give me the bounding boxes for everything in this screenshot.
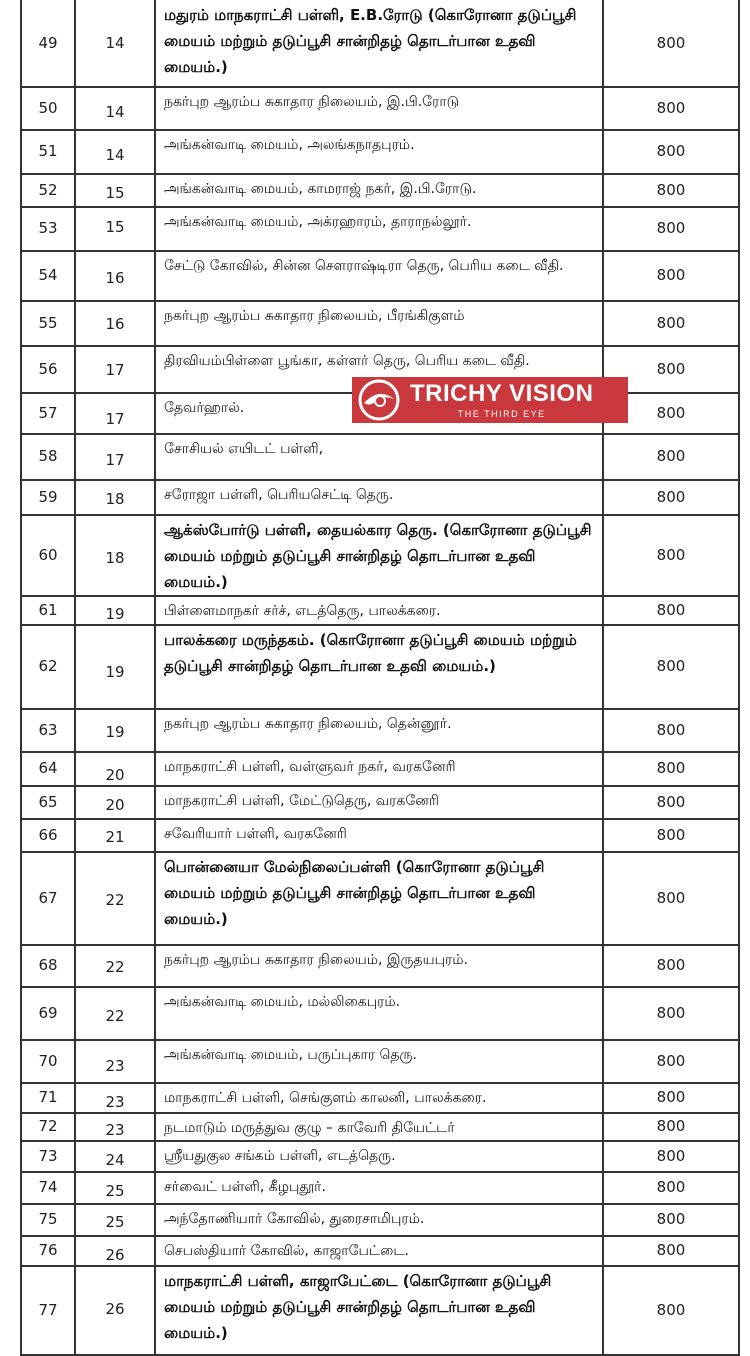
table-row [0, 945, 750, 987]
ward-number: 19 [105, 663, 125, 681]
ward-number: 22 [105, 1007, 125, 1025]
serial-number: 58 [38, 447, 58, 465]
serial-number-cell [20, 625, 76, 709]
serial-number: 77 [38, 1300, 58, 1319]
center-name: நகர்புற ஆரம்ப சுகாதார நிலையம், இ.பி.ரோடு [164, 94, 460, 110]
serial-number-cell [20, 130, 76, 174]
ward-number-cell [76, 1172, 156, 1204]
amount: 800 [656, 33, 686, 52]
amount-cell [604, 1172, 740, 1204]
table-row [0, 515, 750, 596]
amount-cell [604, 1204, 740, 1236]
table-row [0, 625, 750, 709]
amount-cell [604, 1141, 740, 1172]
table-row [0, 87, 750, 130]
amount-cell [604, 625, 740, 709]
ward-number: 24 [105, 1151, 125, 1169]
ward-number-cell [76, 207, 156, 251]
ward-number: 22 [105, 958, 125, 976]
amount: 800 [656, 1117, 686, 1135]
amount-cell [604, 786, 740, 819]
ward-number-cell [76, 709, 156, 752]
ward-number-cell [76, 1236, 156, 1266]
center-name-cell [156, 434, 604, 480]
center-name-cell [156, 1113, 604, 1141]
serial-number-cell [20, 852, 76, 945]
serial-number: 50 [38, 98, 58, 117]
serial-number: 71 [38, 1088, 58, 1106]
ward-number-cell [76, 174, 156, 207]
ward-number-cell [76, 945, 156, 987]
center-name: பிள்ளைமாநகர் சர்ச், எடத்தெரு, பாலக்கரை. [164, 603, 441, 619]
amount: 800 [656, 1210, 686, 1228]
center-name-cell [156, 174, 604, 207]
table-row [0, 1204, 750, 1236]
table-row [0, 0, 750, 87]
amount: 800 [656, 403, 686, 422]
amount: 800 [656, 792, 686, 811]
serial-number-cell [20, 1236, 76, 1266]
serial-number: 51 [38, 142, 58, 160]
serial-number-cell [20, 709, 76, 752]
center-name: அங்கன்வாடி மையம், அலங்கநாதபுரம். [164, 137, 415, 153]
serial-number-cell [20, 393, 76, 434]
serial-number: 66 [38, 825, 58, 844]
center-name: ஆக்ஸ்போர்டு பள்ளி, தையல்கார தெரு. (கொரோனா தடுப்பூசி மையம் மற்றும் தடுப்பூசி சான்றிதழ் தொடர்பான உதவி மையம்.) [164, 521, 592, 591]
amount: 800 [656, 180, 686, 199]
amount-cell [604, 945, 740, 987]
serial-number: 64 [38, 759, 58, 777]
serial-number: 67 [38, 888, 58, 907]
table-row [0, 852, 750, 945]
center-name: திரவியம்பிள்ளை பூங்கா, கள்ளர் தெரு, பெரிய கடை வீதி. [164, 353, 530, 369]
ward-number-cell [76, 301, 156, 346]
center-name: மாநகராட்சி பள்ளி, வள்ளுவர் நகர், வரகனேரி [164, 759, 456, 775]
amount-cell [604, 130, 740, 174]
amount-cell [604, 174, 740, 207]
ward-number-cell [76, 515, 156, 596]
ward-number-cell [76, 1113, 156, 1141]
serial-number: 70 [38, 1051, 58, 1070]
amount: 800 [656, 219, 686, 237]
ward-number: 17 [105, 361, 125, 379]
amount-cell [604, 752, 740, 786]
amount-cell [604, 596, 740, 625]
ward-number-cell [76, 625, 156, 709]
amount: 800 [656, 545, 686, 564]
serial-number-cell [20, 174, 76, 207]
ward-number-cell [76, 987, 156, 1040]
amount-cell [604, 87, 740, 130]
amount: 800 [656, 142, 686, 160]
amount: 800 [656, 266, 686, 284]
center-name: செபஸ்தியார் கோவில், காஜாபேட்டை. [164, 1243, 409, 1259]
center-name-cell [156, 1266, 604, 1355]
serial-number-cell [20, 819, 76, 852]
center-name: சரோஜா பள்ளி, பெரியசெட்டி தெரு. [164, 487, 394, 503]
ward-number-cell [76, 1083, 156, 1113]
ward-number: 18 [105, 490, 125, 508]
center-name-cell [156, 945, 604, 987]
table-row [0, 596, 750, 625]
table-row [0, 251, 750, 301]
serial-number-cell [20, 1141, 76, 1172]
amount: 800 [656, 888, 686, 907]
serial-number: 73 [38, 1146, 58, 1165]
ward-number-cell [76, 434, 156, 480]
center-name-cell [156, 87, 604, 130]
serial-number-cell [20, 301, 76, 346]
amount: 800 [656, 313, 686, 332]
table-row [0, 1040, 750, 1083]
amount-cell [604, 1113, 740, 1141]
ward-number-cell [76, 0, 156, 87]
center-name-cell [156, 987, 604, 1040]
ward-number-cell [76, 786, 156, 819]
ward-number-cell [76, 346, 156, 393]
serial-number-cell [20, 945, 76, 987]
center-name-cell [156, 625, 604, 709]
center-name: சவேரியார் பள்ளி, வரகனேரி [164, 826, 347, 842]
serial-number: 53 [38, 219, 58, 237]
center-name-cell [156, 1040, 604, 1083]
amount-cell [604, 207, 740, 251]
center-name: மாநகராட்சி பள்ளி, காஜாபேட்டை (கொரோனா தடுப்பூசி மையம் மற்றும் தடுப்பூசி சான்றிதழ் தொடர்பான உதவி மையம்.) [164, 1272, 552, 1342]
center-name-cell [156, 0, 604, 87]
center-name: அங்கன்வாடி மையம், காமராஜ் நகர், இ.பி.ரோடு. [164, 181, 477, 197]
amount: 800 [656, 759, 686, 777]
table-row [0, 1083, 750, 1113]
amount-cell [604, 709, 740, 752]
ward-number: 23 [105, 1093, 125, 1111]
center-name: சர்வைட் பள்ளி, கீழபுதூர். [164, 1179, 326, 1195]
center-name: சோசியல் எயிடட் பள்ளி, [164, 441, 324, 457]
ward-number-cell [76, 251, 156, 301]
table-row [0, 1236, 750, 1266]
serial-number: 74 [38, 1178, 58, 1196]
ward-number-cell [76, 1040, 156, 1083]
ward-number: 22 [105, 891, 125, 909]
serial-number: 60 [38, 545, 58, 564]
ward-number-cell [76, 1204, 156, 1236]
serial-number-cell [20, 1113, 76, 1141]
amount-cell [604, 515, 740, 596]
center-name-cell [156, 1172, 604, 1204]
amount-cell [604, 1266, 740, 1355]
amount-cell [604, 251, 740, 301]
table-row [0, 819, 750, 852]
center-name-cell [156, 130, 604, 174]
center-name-cell [156, 1204, 604, 1236]
ward-number: 20 [105, 766, 125, 784]
serial-number: 56 [38, 359, 58, 378]
center-name-cell [156, 251, 604, 301]
center-name: மதுரம் மாநகராட்சி பள்ளி, E.B.ரோடு (கொரோனா தடுப்பூசி மையம் மற்றும் தடுப்பூசி சான்றிதழ் தொடர்பான உதவி மையம்.) [164, 6, 577, 76]
amount: 800 [656, 487, 686, 506]
center-name: நகர்புற ஆரம்ப சுகாதார நிலையம், தென்னூர். [164, 716, 452, 732]
ward-number-cell [76, 87, 156, 130]
amount: 800 [656, 98, 686, 117]
ward-number: 25 [105, 1182, 125, 1200]
ward-number-cell [76, 393, 156, 434]
center-name: அங்கன்வாடி மையம், மல்லிகைபுரம். [164, 994, 401, 1010]
amount-cell [604, 1236, 740, 1266]
serial-number-cell [20, 480, 76, 515]
center-name-cell [156, 709, 604, 752]
serial-number-cell [20, 346, 76, 393]
ward-number-cell [76, 130, 156, 174]
serial-number-cell [20, 1040, 76, 1083]
center-name: அங்கன்வாடி மையம், அக்ரஹாரம், தாராநல்லூர். [164, 214, 472, 230]
amount: 800 [656, 359, 686, 378]
serial-number: 65 [38, 792, 58, 811]
ward-number: 15 [105, 218, 125, 236]
center-name: ஸ்ரீயதுகுல சங்கம் பள்ளி, எடத்தெரு. [164, 1148, 396, 1164]
table-row [0, 1172, 750, 1204]
table-row [0, 786, 750, 819]
serial-number-cell [20, 1204, 76, 1236]
amount-cell [604, 0, 740, 87]
eye-logo-icon [356, 377, 402, 423]
amount: 800 [656, 956, 686, 974]
serial-number: 75 [38, 1210, 58, 1228]
ward-number-cell [76, 1141, 156, 1172]
center-name-cell [156, 480, 604, 515]
amount: 800 [656, 1146, 686, 1165]
serial-number-cell [20, 515, 76, 596]
center-name-cell [156, 752, 604, 786]
ward-number: 18 [105, 549, 125, 567]
table-row [0, 752, 750, 786]
serial-number: 55 [38, 313, 58, 332]
ward-number: 14 [105, 146, 125, 164]
serial-number: 63 [38, 720, 58, 739]
ward-number-cell [76, 752, 156, 786]
center-name: நகர்புற ஆரம்ப சுகாதார நிலையம், இருதயபுரம். [164, 952, 468, 968]
serial-number: 68 [38, 956, 58, 974]
center-name: மாநகராட்சி பள்ளி, மேட்டுதெரு, வரகனேரி [164, 793, 439, 809]
amount-cell [604, 819, 740, 852]
ward-number: 19 [105, 605, 125, 623]
watermark-title: TRICHY VISION [410, 380, 594, 407]
ward-number-cell [76, 819, 156, 852]
amount-cell [604, 852, 740, 945]
serial-number: 49 [38, 33, 58, 52]
center-name-cell [156, 596, 604, 625]
serial-number-cell [20, 251, 76, 301]
table-row [0, 1266, 750, 1355]
ward-number-cell [76, 852, 156, 945]
serial-number: 62 [38, 657, 58, 675]
amount: 800 [656, 825, 686, 844]
serial-number-cell [20, 596, 76, 625]
serial-number-cell [20, 207, 76, 251]
amount: 800 [656, 1088, 686, 1106]
center-name-cell [156, 852, 604, 945]
serial-number-cell [20, 1083, 76, 1113]
ward-number: 20 [105, 796, 125, 814]
ward-number: 26 [105, 1246, 125, 1264]
amount: 800 [656, 1003, 686, 1022]
center-name-cell [156, 1236, 604, 1266]
center-name: நடமாடும் மருத்துவ குழு – காவேரி தியேட்டர் [164, 1120, 455, 1136]
center-name-cell [156, 515, 604, 596]
center-name: அங்கன்வாடி மையம், பருப்புகார தெரு. [164, 1047, 417, 1063]
amount-cell [604, 434, 740, 480]
ward-number: 17 [105, 451, 125, 469]
ward-number: 25 [105, 1213, 125, 1231]
ward-number: 19 [105, 723, 125, 741]
serial-number-cell [20, 786, 76, 819]
amount: 800 [656, 600, 686, 619]
serial-number: 61 [38, 600, 58, 619]
serial-number: 52 [38, 180, 58, 199]
center-name-cell [156, 1141, 604, 1172]
center-name: மாநகராட்சி பள்ளி, செங்குளம் காலனி, பாலக்கரை. [164, 1090, 487, 1106]
amount-cell [604, 480, 740, 515]
table-row [0, 1141, 750, 1172]
center-name: தேவர்ஹால். [164, 400, 245, 416]
amount-cell [604, 301, 740, 346]
ward-number: 26 [105, 1300, 125, 1318]
serial-number: 76 [38, 1241, 58, 1259]
serial-number: 59 [38, 487, 58, 506]
table-row [0, 434, 750, 480]
serial-number-cell [20, 434, 76, 480]
ward-number: 15 [105, 184, 125, 202]
amount: 800 [656, 1051, 686, 1070]
table-row [0, 709, 750, 752]
center-name: பாலக்கரை மருந்தகம். (கொரோனா தடுப்பூசி மையம் மற்றும் தடுப்பூசி சான்றிதழ் தொடர்பான உதவி மையம்.) [164, 631, 577, 675]
center-name: அந்தோணியார் கோவில், துரைசாமிபுரம். [164, 1211, 425, 1227]
serial-number: 72 [38, 1117, 58, 1135]
serial-number: 54 [38, 266, 58, 284]
center-name: நகர்புற ஆரம்ப சுகாதார நிலையம், பீரங்கிகுளம் [164, 308, 465, 324]
table-row [0, 480, 750, 515]
amount: 800 [656, 657, 686, 675]
ward-number-cell [76, 480, 156, 515]
ward-number: 14 [105, 103, 125, 121]
table-row [0, 130, 750, 174]
serial-number-cell [20, 0, 76, 87]
center-name-cell [156, 819, 604, 852]
ward-number: 17 [105, 410, 125, 428]
center-name: பொன்னையா மேல்நிலைப்பள்ளி (கொரோனா தடுப்பூசி மையம் மற்றும் தடுப்பூசி சான்றிதழ் தொடர்பான உதவி மையம்.) [164, 858, 545, 928]
serial-number-cell [20, 87, 76, 130]
amount: 800 [656, 1300, 686, 1319]
table-row [0, 174, 750, 207]
table-row [0, 207, 750, 251]
amount: 800 [656, 720, 686, 739]
ward-number: 23 [105, 1057, 125, 1075]
amount: 800 [656, 1241, 686, 1259]
serial-number-cell [20, 1172, 76, 1204]
trichy-vision-watermark [352, 377, 628, 423]
center-name: சேட்டு கோவில், சின்ன சௌராஷ்டிரா தெரு, பெரிய கடை வீதி. [164, 258, 564, 274]
table-row [0, 987, 750, 1040]
ward-number-cell [76, 1266, 156, 1355]
table-row [0, 301, 750, 346]
ward-number: 16 [105, 269, 125, 287]
center-name-cell [156, 786, 604, 819]
serial-number-cell [20, 1266, 76, 1355]
center-name-cell [156, 301, 604, 346]
table-row [0, 1113, 750, 1141]
amount-cell [604, 1083, 740, 1113]
serial-number-cell [20, 752, 76, 786]
amount-cell [604, 987, 740, 1040]
ward-number: 14 [105, 34, 125, 52]
amount: 800 [656, 1178, 686, 1196]
serial-number-cell [20, 987, 76, 1040]
watermark-subtitle: THE THIRD EYE [457, 409, 546, 419]
ward-number: 16 [105, 315, 125, 333]
serial-number: 69 [38, 1003, 58, 1022]
center-name-cell [156, 207, 604, 251]
amount: 800 [656, 447, 686, 465]
amount-cell [604, 1040, 740, 1083]
ward-number-cell [76, 596, 156, 625]
ward-number: 21 [105, 828, 125, 846]
center-name-cell [156, 1083, 604, 1113]
ward-number: 23 [105, 1121, 125, 1139]
serial-number: 57 [38, 403, 58, 422]
